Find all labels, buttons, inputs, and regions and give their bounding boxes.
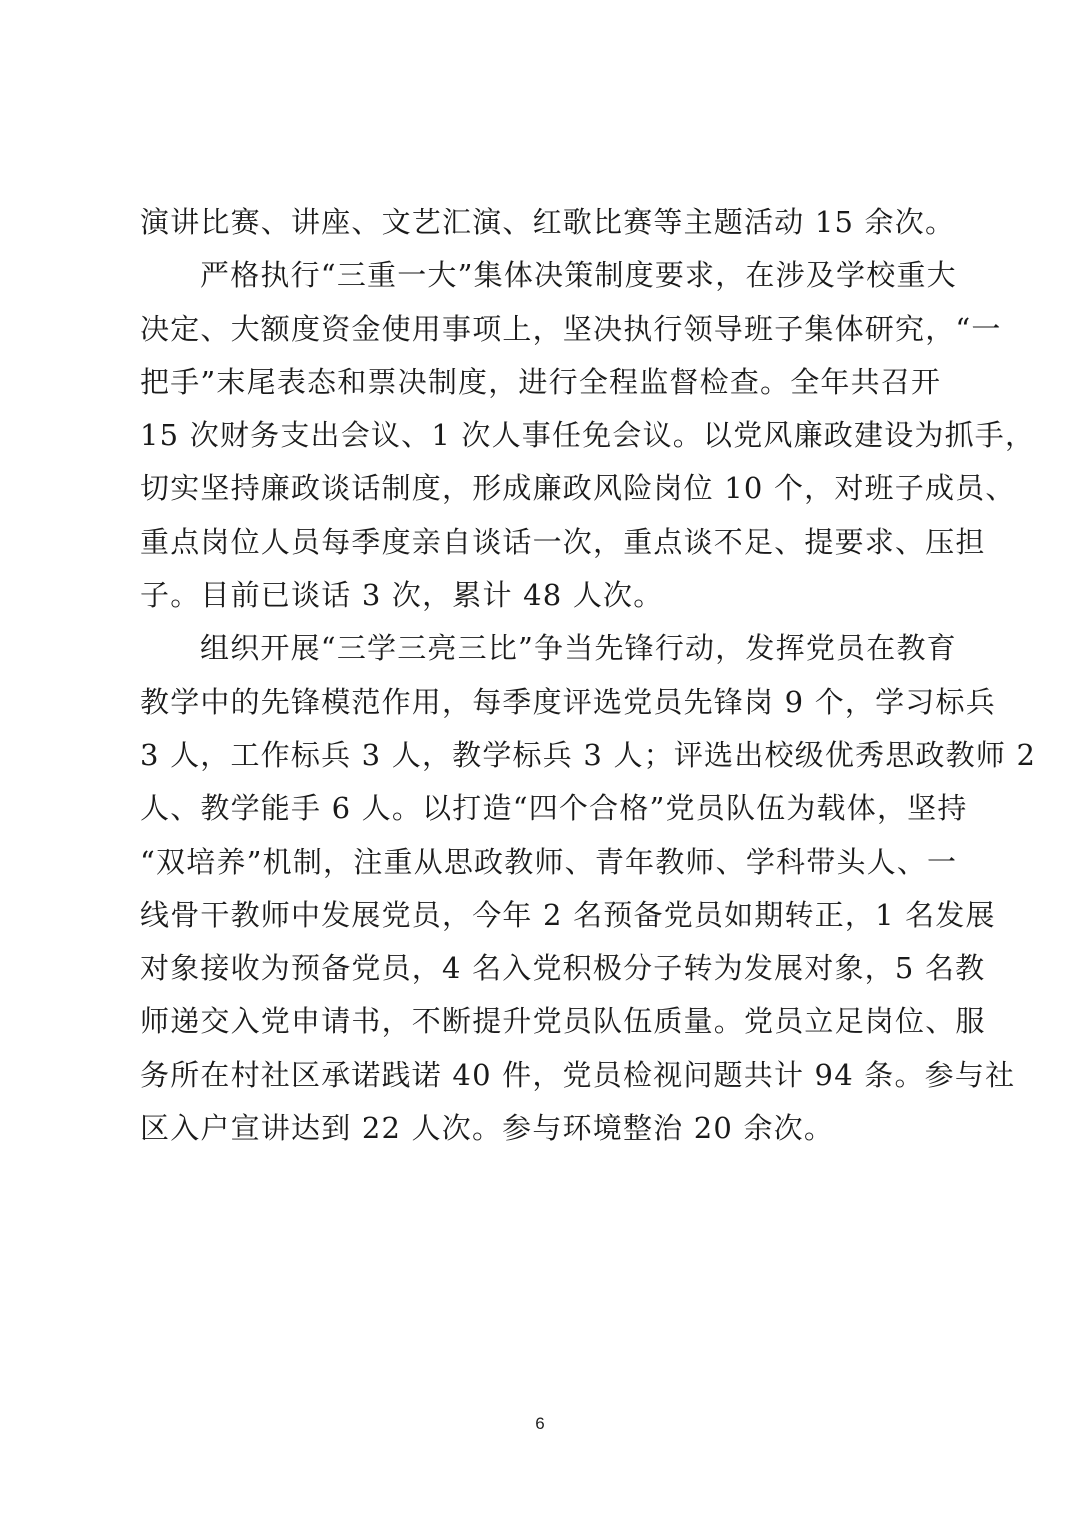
text-line: 决定、大额度资金使用事项上，坚决执行领导班子集体研究，“一 — [140, 311, 1002, 346]
text-line: 演讲比赛、讲座、文艺汇演、红歌比赛等主题活动 15 余次。 — [140, 205, 956, 239]
text-line: 3 人，工作标兵 3 人，教学标兵 3 人；评选出校级优秀思政教师 2 — [140, 737, 1037, 772]
text-line: “双培养”机制，注重从思政教师、青年教师、学科带头人、一 — [140, 844, 958, 879]
text-line: 对象接收为预备党员，4 名入党积极分子转为发展对象，5 名教 — [140, 951, 986, 986]
text-line: 人、教学能手 6 人。以打造“四个合格”党员队伍为载体，坚持 — [140, 791, 968, 826]
document-body — [140, 196, 1037, 1155]
text-line: 区入户宣讲达到 22 人次。参与环境整治 20 余次。 — [140, 1111, 835, 1146]
text-line: 教学中的先锋模范作用，每季度评选党员先锋岗 9 个，学习标兵 — [140, 684, 996, 719]
paragraph-start-line: 组织开展“三学三亮三比”争当先锋行动，发挥党员在教育 — [200, 631, 957, 666]
text-line: 线骨干教师中发展党员，今年 2 名预备党员如期转正，1 名发展 — [140, 897, 996, 932]
page-number: 6 — [535, 1414, 545, 1433]
text-line: 把手”末尾表态和票决制度，进行全程监督检查。全年共召开 — [140, 364, 942, 399]
text-line: 15 次财务支出会议、1 次人事任免会议。以党风廉政建设为抓手， — [140, 418, 1036, 453]
text-line: 子。目前已谈话 3 次，累计 48 人次。 — [140, 578, 664, 613]
text-line: 务所在村社区承诺践诺 40 件，党员检视问题共计 94 条。参与社 — [140, 1057, 1016, 1092]
text-line: 师递交入党申请书，不断提升党员队伍质量。党员立足岗位、服 — [140, 1004, 986, 1039]
text-line: 重点岗位人员每季度亲自谈话一次，重点谈不足、提要求、压担 — [140, 524, 986, 559]
paragraph-start-line: 严格执行“三重一大”集体决策制度要求，在涉及学校重大 — [200, 258, 957, 293]
text-line: 切实坚持廉政谈话制度，形成廉政风险岗位 10 个，对班子成员、 — [140, 471, 1016, 506]
